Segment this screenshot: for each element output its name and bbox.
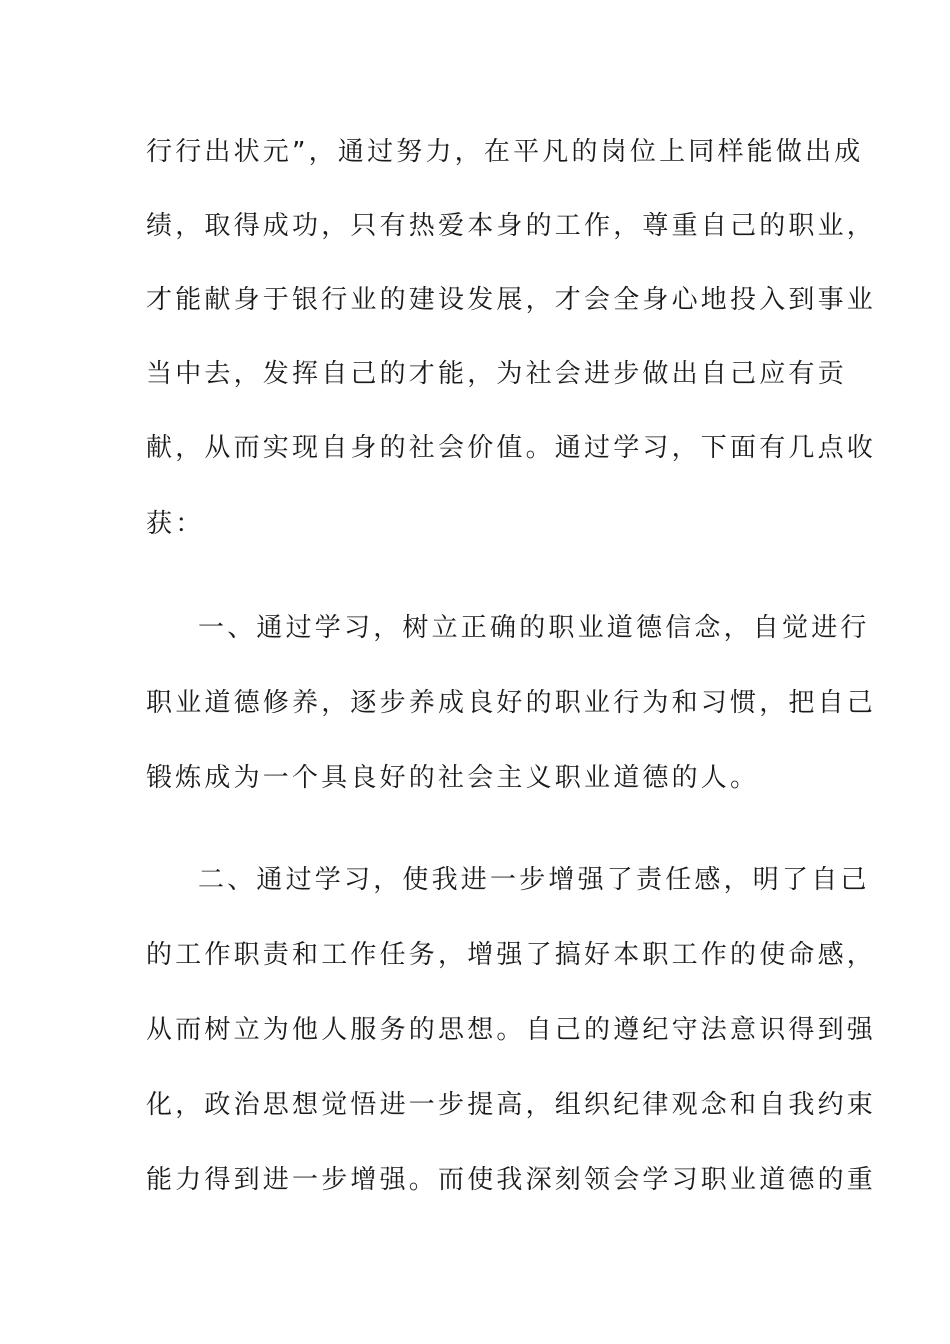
text-line: 能力得到进一步增强。而使我深刻领会学习职业道德的重 (146, 1165, 877, 1195)
paragraph-one-first-line: 一、通过学习，树立正确的职业道德信念，自觉进行 (198, 613, 870, 643)
text-line: 献，从而实现自身的社会价值。通过学习，下面有几点收 (146, 433, 877, 463)
paragraph-two-first-line: 二、通过学习，使我进一步增强了责任感，明了自己 (198, 865, 870, 895)
text-line: 绩，取得成功，只有热爱本身的工作，尊重自己的职业， (146, 211, 877, 241)
text-line: 锻炼成为一个具良好的社会主义职业道德的人。 (146, 763, 760, 793)
text-line: 职业道德修养，逐步养成良好的职业行为和习惯，把自己 (146, 688, 877, 718)
text-line: 的工作职责和工作任务，增强了搞好本职工作的使命感， (146, 940, 877, 970)
text-line: 当中去，发挥自己的才能，为社会进步做出自己应有贡 (146, 359, 847, 389)
text-line: 行行出状元”，通过努力，在平凡的岗位上同样能做出成 (146, 137, 864, 167)
text-line: 从而树立为他人服务的思想。自己的遵纪守法意识得到强 (146, 1015, 877, 1045)
text-line: 化，政治思想觉悟进一步提高，组织纪律观念和自我约束 (146, 1090, 877, 1120)
text-line: 才能献身于银行业的建设发展，才会全身心地投入到事业 (146, 285, 877, 315)
text-line: 获： (146, 509, 205, 539)
